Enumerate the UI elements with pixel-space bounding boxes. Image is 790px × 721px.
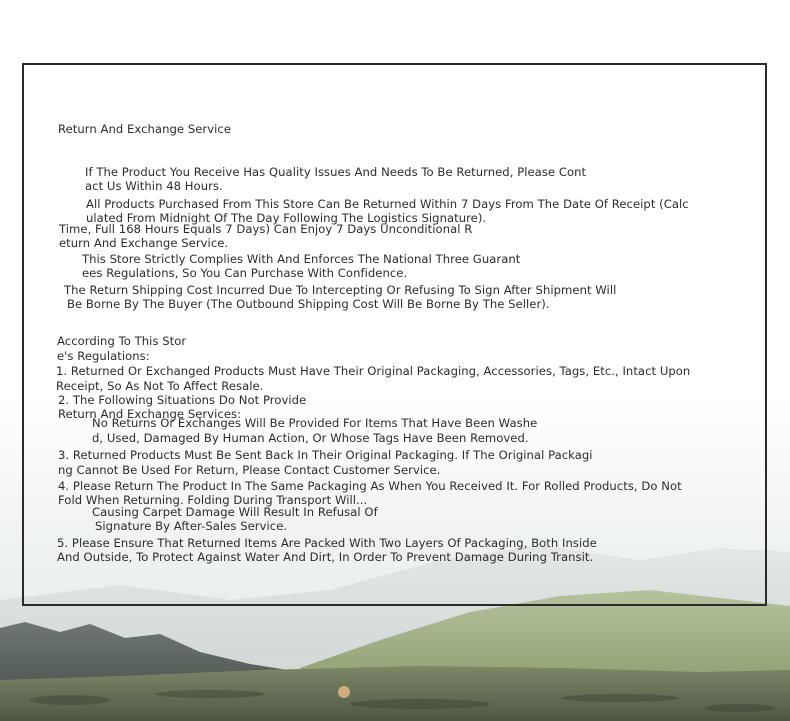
regulations-line: According To This Stor <box>57 334 187 348</box>
regulations-line: Fold When Returning. Folding During Transport Will... <box>58 493 368 507</box>
regulations-line: Causing Carpet Damage Will Result In Refusal Of <box>92 505 378 519</box>
regulations-line: 1. Returned Or Exchanged Products Must Have Their Original Packaging, Accessories, Tags, Etc., Intact Upon <box>56 364 691 378</box>
policy-line: eturn And Exchange Service. <box>59 236 229 250</box>
regulations-line: And Outside, To Protect Against Water And Dirt, In Order To Prevent Damage During Transit. <box>57 550 594 564</box>
regulations-line: Return And Exchange Services: <box>58 407 242 421</box>
regulations-line: 2. The Following Situations Do Not Provide <box>58 393 307 407</box>
policy-line: The Return Shipping Cost Incurred Due To Intercepting Or Refusing To Sign After Shipment Will <box>64 283 617 297</box>
regulations-line: 3. Returned Products Must Be Sent Back In Their Original Packaging. If The Original Packagi <box>58 448 593 462</box>
policy-line: act Us Within 48 Hours. <box>85 179 223 193</box>
policy-line: If The Product You Receive Has Quality Issues And Needs To Be Returned, Please Cont <box>85 165 587 179</box>
regulations-line: ng Cannot Be Used For Return, Please Contact Customer Service. <box>58 463 441 477</box>
regulations-line: d, Used, Damaged By Human Action, Or Whose Tags Have Been Removed. <box>92 431 529 445</box>
policy-line: ees Regulations, So You Can Purchase With Confidence. <box>82 266 408 280</box>
regulations-line: Signature By After-Sales Service. <box>95 519 288 533</box>
regulations-line: e's Regulations: <box>57 349 150 363</box>
regulations-line: Receipt, So As Not To Affect Resale. <box>56 379 264 393</box>
policy-line: Be Borne By The Buyer (The Outbound Shipping Cost Will Be Borne By The Seller). <box>67 297 550 311</box>
regulations-line: 4. Please Return The Product In The Same Packaging As When You Received It. For Rolled Products, Do Not <box>58 479 682 493</box>
policy-line: Time, Full 168 Hours Equals 7 Days) Can Enjoy 7 Days Unconditional R <box>59 222 473 236</box>
policy-line: This Store Strictly Complies With And Enforces The National Three Guarant <box>82 252 521 266</box>
regulations-line: 5. Please Ensure That Returned Items Are Packed With Two Layers Of Packaging, Both Inside <box>57 536 597 550</box>
notice-title: Return And Exchange Service <box>58 122 232 136</box>
return-policy-frame <box>22 63 767 606</box>
policy-line: ulated From Midnight Of The Day Following The Logistics Signature). <box>86 211 487 225</box>
policy-line: All Products Purchased From This Store Can Be Returned Within 7 Days From The Date Of Receipt (Calc <box>86 197 689 211</box>
regulations-line: No Returns Or Exchanges Will Be Provided For Items That Have Been Washe <box>92 416 538 430</box>
